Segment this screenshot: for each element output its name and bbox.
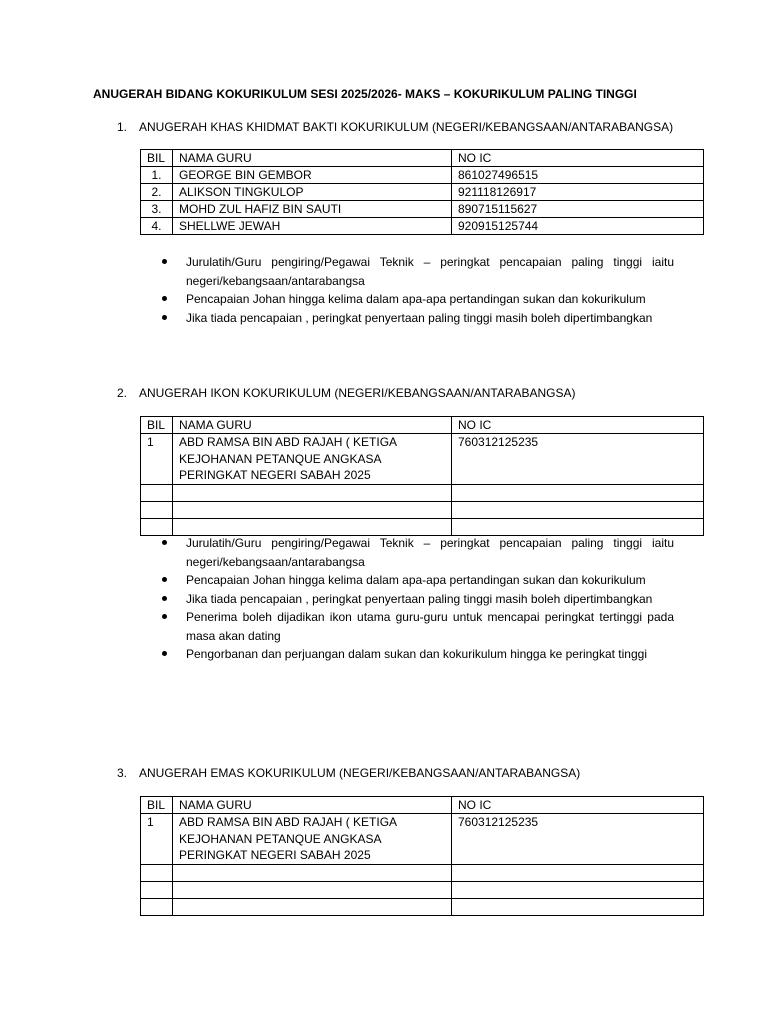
cell-ic: 890715115627 bbox=[452, 201, 704, 218]
cell-nama bbox=[173, 518, 452, 535]
table-row bbox=[141, 898, 704, 915]
header-bil: BIL bbox=[141, 797, 173, 814]
cell-ic: 921118126917 bbox=[452, 184, 704, 201]
list-item: Jika tiada pencapaian , peringkat penyertaan paling tinggi masih boleh dipertimbangkan bbox=[160, 309, 674, 328]
table-row bbox=[141, 864, 704, 881]
table-row bbox=[141, 167, 704, 184]
section-title: ANUGERAH KHAS KHIDMAT BAKTI KOKURIKULUM (NEGERI/KEBANGSAAN/ANTARABANGSA) bbox=[139, 120, 674, 134]
cell-ic bbox=[452, 501, 704, 518]
cell-nama: SHELLWE JEWAH bbox=[173, 218, 452, 235]
cell-ic: 861027496515 bbox=[452, 167, 704, 184]
table-row bbox=[141, 814, 704, 865]
cell-nama bbox=[173, 484, 452, 501]
header-nama-guru: NAMA GURU bbox=[173, 417, 452, 434]
bullet-icon bbox=[162, 296, 167, 301]
table-row bbox=[141, 501, 704, 518]
cell-nama: ABD RAMSA BIN ABD RAJAH ( KETIGA KEJOHANAN PETANQUE ANGKASA PERINGKAT NEGERI SABAH 2025 bbox=[173, 814, 452, 865]
header-bil: BIL bbox=[141, 417, 173, 434]
list-item: Jurulatih/Guru pengiring/Pegawai Teknik – peringkat pencapaian paling tinggi iaitu negeri/kebangsaan/antarabangsa bbox=[160, 534, 674, 571]
cell-bil bbox=[141, 898, 173, 915]
section-title: ANUGERAH IKON KOKURIKULUM (NEGERI/KEBANGSAAN/ANTARABANGSA) bbox=[139, 386, 576, 400]
bullet-icon bbox=[162, 577, 167, 582]
cell-ic bbox=[452, 881, 704, 898]
cell-nama bbox=[173, 501, 452, 518]
cell-ic bbox=[452, 864, 704, 881]
section-title: ANUGERAH EMAS KOKURIKULUM (NEGERI/KEBANGSAAN/ANTARABANGSA) bbox=[139, 766, 581, 780]
cell-ic: 920915125744 bbox=[452, 218, 704, 235]
document-title: ANUGERAH BIDANG KOKURIKULUM SESI 2025/2026- MAKS – KOKURIKULUM PALING TINGGI bbox=[93, 87, 637, 101]
cell-nama bbox=[173, 864, 452, 881]
list-item: Jika tiada pencapaian , peringkat penyertaan paling tinggi masih boleh dipertimbangkan bbox=[160, 590, 674, 609]
teacher-table-1 bbox=[140, 149, 704, 235]
cell-bil bbox=[141, 484, 173, 501]
cell-ic bbox=[452, 484, 704, 501]
header-no-ic: NO IC bbox=[452, 797, 704, 814]
list-item: Pencapaian Johan hingga kelima dalam apa-apa pertandingan sukan dan kokurikulum bbox=[160, 571, 674, 590]
bullet-icon bbox=[162, 614, 167, 619]
cell-nama: MOHD ZUL HAFIZ BIN SAUTI bbox=[173, 201, 452, 218]
cell-bil bbox=[141, 864, 173, 881]
cell-bil bbox=[141, 881, 173, 898]
header-no-ic: NO IC bbox=[452, 417, 704, 434]
teacher-table-3 bbox=[140, 796, 704, 916]
cell-bil bbox=[141, 518, 173, 535]
list-item: Pencapaian Johan hingga kelima dalam apa-apa pertandingan sukan dan kokurikulum bbox=[160, 290, 674, 309]
cell-bil: 3. bbox=[141, 201, 173, 218]
table-header-row bbox=[141, 417, 704, 434]
cell-bil: 2. bbox=[141, 184, 173, 201]
cell-bil: 1 bbox=[141, 814, 173, 865]
criteria-list-1 bbox=[160, 253, 674, 327]
cell-nama: GEORGE BIN GEMBOR bbox=[173, 167, 452, 184]
header-no-ic: NO IC bbox=[452, 150, 704, 167]
section-heading-1 bbox=[117, 120, 673, 134]
cell-bil: 1. bbox=[141, 167, 173, 184]
teacher-table-2 bbox=[140, 416, 704, 536]
bullet-icon bbox=[162, 259, 167, 264]
header-nama-guru: NAMA GURU bbox=[173, 797, 452, 814]
cell-bil: 4. bbox=[141, 218, 173, 235]
bullet-icon bbox=[162, 315, 167, 320]
list-item: Penerima boleh dijadikan ikon utama guru-guru untuk mencapai peringkat tertinggi pada masa akan dating bbox=[160, 608, 674, 645]
section-heading-3 bbox=[117, 766, 580, 780]
cell-bil bbox=[141, 501, 173, 518]
table-row bbox=[141, 218, 704, 235]
cell-ic bbox=[452, 518, 704, 535]
list-item: Pengorbanan dan perjuangan dalam sukan dan kokurikulum hingga ke peringkat tinggi bbox=[160, 645, 674, 664]
table-header-row bbox=[141, 150, 704, 167]
section-number: 3. bbox=[117, 766, 128, 780]
bullet-icon bbox=[162, 651, 167, 656]
bullet-icon bbox=[162, 596, 167, 601]
header-nama-guru: NAMA GURU bbox=[173, 150, 452, 167]
cell-ic bbox=[452, 898, 704, 915]
cell-nama bbox=[173, 898, 452, 915]
header-bil: BIL bbox=[141, 150, 173, 167]
table-row bbox=[141, 881, 704, 898]
bullet-icon bbox=[162, 540, 167, 545]
table-row bbox=[141, 518, 704, 535]
table-row bbox=[141, 484, 704, 501]
cell-bil: 1 bbox=[141, 434, 173, 485]
cell-nama bbox=[173, 881, 452, 898]
section-number: 2. bbox=[117, 386, 128, 400]
cell-nama: ALIKSON TINGKULOP bbox=[173, 184, 452, 201]
section-number: 1. bbox=[117, 120, 128, 134]
section-heading-2 bbox=[117, 386, 576, 400]
cell-ic: 760312125235 bbox=[452, 434, 704, 485]
table-header-row bbox=[141, 797, 704, 814]
criteria-list-2 bbox=[160, 534, 674, 664]
table-row bbox=[141, 201, 704, 218]
table-row bbox=[141, 184, 704, 201]
cell-nama: ABD RAMSA BIN ABD RAJAH ( KETIGA KEJOHANAN PETANQUE ANGKASA PERINGKAT NEGERI SABAH 2025 bbox=[173, 434, 452, 485]
list-item: Jurulatih/Guru pengiring/Pegawai Teknik – peringkat pencapaian paling tinggi iaitu negeri/kebangsaan/antarabangsa bbox=[160, 253, 674, 290]
cell-ic: 760312125235 bbox=[452, 814, 704, 865]
table-row bbox=[141, 434, 704, 485]
